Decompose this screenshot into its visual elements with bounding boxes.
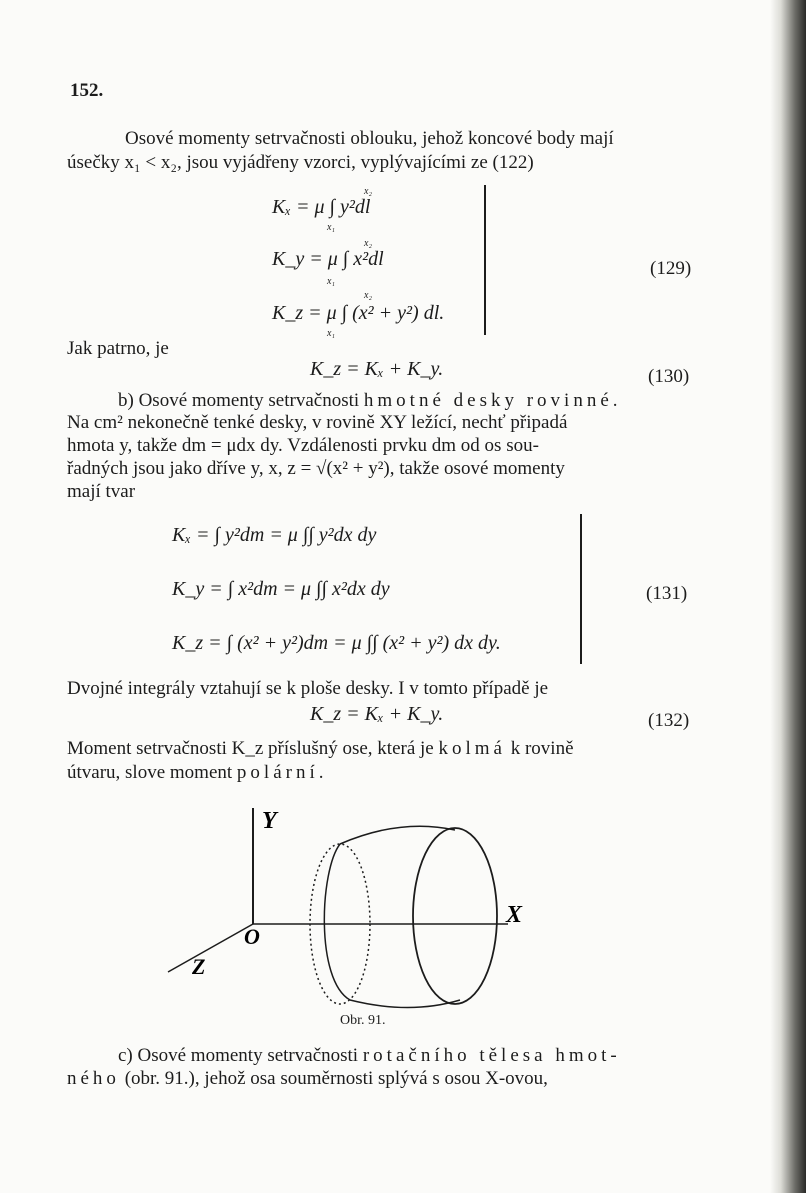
paragraph-5-spaced-neho: ného (67, 1068, 120, 1089)
equation-129-upper-limit: x₂ (364, 290, 372, 301)
paragraph-4-line-2 (67, 762, 328, 784)
book-binding-shadow (770, 0, 806, 1193)
paragraph-2-line-5: mají tvar (67, 481, 136, 502)
equation-129-lower-limit: x₁ (327, 222, 335, 233)
equation-129-ky: K_y = μ ∫ x²dl (272, 248, 384, 270)
paragraph-5-line-2 (67, 1068, 548, 1090)
paragraph-4-text-c: útvaru, slove moment (67, 762, 233, 783)
paragraph-4-text-a: Moment setrvačnosti K_z příslušný ose, která je (67, 738, 434, 759)
equation-131-kz: K_z = ∫ (x² + y²)dm = μ ∫∫ (x² + y²) dx dy. (172, 632, 501, 654)
equation-130-number: (130) (648, 366, 690, 387)
paragraph-2-spaced-term: hmotné desky rovinné. (363, 390, 622, 411)
axis-label-z: Z (192, 954, 206, 979)
equation-129-lower-limit: x₁ (327, 276, 335, 287)
equation-131-number: (131) (646, 583, 688, 604)
equation-131-ky: K_y = ∫ x²dm = μ ∫∫ x²dx dy (172, 578, 390, 600)
origin-label: O (244, 924, 260, 949)
equation-129-kx: Kₓ = μ ∫ y²dl (272, 196, 371, 218)
paragraph-4-spaced-polarni: polární. (236, 762, 328, 783)
z-axis (168, 924, 253, 972)
equation-129-kz: K_z = μ ∫ (x² + y²) dl. (272, 302, 445, 324)
paragraph-4-text-b: k rovině (510, 738, 574, 759)
front-ellipse (413, 828, 497, 1004)
equation-129-upper-limit: x₂ (364, 238, 372, 249)
jak-patrno-text: Jak patrno, je (67, 338, 169, 359)
equation-129-upper-limit: x₂ (364, 186, 372, 197)
equation-129-lower-limit: x₁ (327, 328, 335, 339)
axis-label-y: Y (262, 808, 277, 834)
page-number: 152. (70, 80, 104, 101)
equation-132-number: (132) (648, 710, 690, 731)
paragraph-5-spaced-term: rotačního tělesa hmot- (362, 1045, 621, 1066)
equation-131-brace (580, 514, 582, 664)
paragraph-2-line-1 (118, 390, 622, 412)
equation-130: K_z = Kₓ + K_y. (310, 358, 444, 380)
paragraph-1-line-1: Osové momenty setrvačnosti oblouku, jehož koncové body mají (125, 128, 614, 149)
figure-caption: Obr. 91. (340, 1013, 386, 1028)
paragraph-2-prefix: b) Osové momenty setrvačnosti (118, 390, 360, 411)
paragraph-2-line-2: Na cm² nekonečně tenké desky, v rovině XY ležící, nechť připadá (67, 412, 568, 433)
equation-131-kx: Kₓ = ∫ y²dm = μ ∫∫ y²dx dy (172, 524, 377, 546)
paragraph-4-line-1 (67, 738, 574, 760)
equation-132: K_z = Kₓ + K_y. (310, 703, 444, 725)
axis-label-x: X (506, 902, 523, 928)
paragraph-1-line-2: úsečky x₁ < x₂, jsou vyjádřeny vzorci, vyplývajícími ze (122) (67, 152, 534, 173)
paragraph-5-line-1 (118, 1045, 621, 1067)
figure-91 (150, 800, 550, 1010)
paragraph-5-text-a: c) Osové momenty setrvačnosti (118, 1045, 359, 1066)
paragraph-3: Dvojné integrály vztahují se k ploše desky. I v tomto případě je (67, 678, 549, 699)
paragraph-5-text-b: (obr. 91.), jehož osa souměrnosti splývá s osou X-ovou, (124, 1068, 548, 1089)
equation-129-number: (129) (650, 258, 692, 279)
paragraph-2-line-3: hmota y, takže dm = μdx dy. Vzdálenosti prvku dm od os sou- (67, 435, 539, 456)
equation-129-brace (484, 185, 486, 335)
paragraph-4-spaced-kolma: kolmá (438, 738, 506, 759)
back-rim (324, 844, 350, 1000)
paragraph-2-line-4: řadných jsou jako dříve y, x, z = √(x² + y²), takže osové momenty (67, 458, 565, 479)
